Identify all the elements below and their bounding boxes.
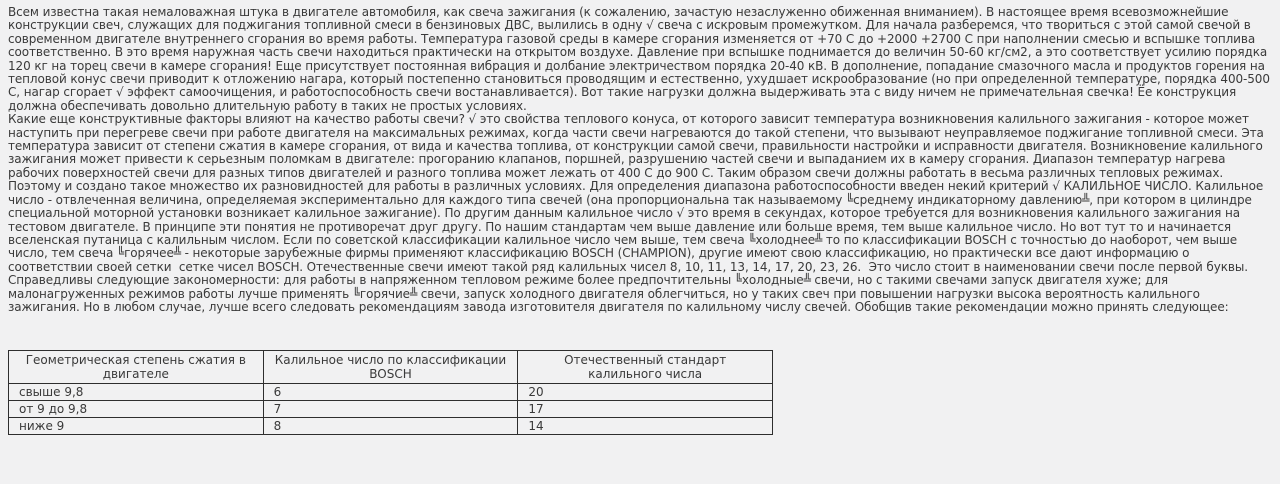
cell-compression-range: от 9 до 9,8	[9, 401, 264, 418]
cell-bosch-number: 8	[263, 418, 518, 435]
cell-bosch-number: 6	[263, 384, 518, 401]
heat-rating-table	[8, 350, 773, 435]
cell-compression-range: ниже 9	[9, 418, 264, 435]
table-row	[9, 418, 773, 435]
header-compression-ratio: Геометрическая степень сжатия в двигателе	[9, 351, 264, 384]
cell-domestic-number: 20	[518, 384, 773, 401]
cell-bosch-number: 7	[263, 401, 518, 418]
cell-compression-range: свыше 9,8	[9, 384, 264, 401]
table-row	[9, 401, 773, 418]
paragraph-heat-rating: Какие еще конструктивные факторы влияют на качество работы свечи? √ это свойства теплового конуса, от которого зависит температура возникновения калильного зажигания - которое может наступить при перегреве свечи при работе двигателя на максимальных режимах, когда части свечи нагреваются до такой степени, что вызывают неуправляемое поджигание топливной смеси. Эта температура зависит от степени сжатия в камере сгорания, от вида и качества топлива, от конструкции самой свечи, правильности настройки и исправности двигателя. Возникновение калильного зажигания может привести к серьезным поломкам в двигателе: прогоранию клапанов, поршней, разрушению частей свечи и выпаданием их в камеру сгорания. Диапазон температур нагрева рабочих поверхностей свечи для разных типов двигателей и разного топлива может лежать от 400 С до 900 С. Таким образом свечи должны работать в весьма различных тепловых режимах. Поэтому и создано такое множество их разновидностей для работы в различных условиях. Для определения диапазона работоспособности введен некий критерий √ КАЛИЛЬНОЕ ЧИСЛО. Калильное число - отвлеченная величина, определяемая экспериментально для каждого типа свечей (она пропорциональна так называемому ╚среднему индикаторному давлению╩, при котором в цилиндре специальной моторной установки возникает калильное зажигание). По другим данным калильное число √ это время в секундах, которое требуется для возникновения калильного зажигания на тестовом двигателе. В принципе эти понятия не противоречат друг другу. По нашим стандартам чем выше давление или больше время, тем выше калильное число. Но вот тут то и начинается вселенская путаница с калильным числом. Если по советской классификации калильное число чем выше, тем свеча ╚холоднее╩ то по классификации BOSCH с точностью до наоборот, чем выше число, тем свеча ╚горячее╩ - некоторые зарубежные фирмы применяют классификацию BOSCH (CHAMPION), другие имеют свою классификацию, но практически все дают информацию о соответствии своей сетки сетке чисел BOSCH. Отечественные свечи имеют такой ряд калильных чисел 8, 10, 11, 13, 14, 17, 20, 23, 26. Это число стоит в наименовании свечи после первой буквы. Справедливы следующие закономерности: для работы в напряженном тепловом режиме более предпочтительны ╚холодные╩ свечи, но с такими свечами запуск двигателя хуже; для малонагруженных режимов работы лучше применять ╚горячие╩ свечи, запуск холодного двигателя облегчиться, но у таких свеч при повышении нагрузки высока вероятность калильного зажигания. Но в любом случае, лучше всего следовать рекомендациям завода изготовителя двигателя по калильному числу свечей. Обобщив такие рекомендации можно принять следующее:	[8, 112, 1268, 314]
header-domestic-standard: Отечественный стандарт калильного числа	[518, 351, 773, 384]
article-text	[8, 6, 1272, 314]
table-header-row	[9, 351, 773, 384]
paragraph-spark-plug-intro: Всем известна такая немаловажная штука в двигателе автомобиля, как свеча зажигания (к сожалению, зачастую незаслуженно обиженная вниманием). В настоящее время всевозможнейшие конструкции свеч, служащих для поджигания топливной смеси в бензиновых ДВС, вылились в одну √ свеча с искровым промежутком. Для начала разберемся, что твориться с этой самой свечой в современном двигателе внутреннего сгорания во время работы. Температура газовой среды в камере сгорания изменяется от +70 С до +2000 +2700 С при наполнении смесью и вспышке топлива соответственно. В это время наружная часть свечи находиться практически на открытом воздухе. Давление при вспышке поднимается до величин 50-60 кг/см2, а это соответствует усилию порядка 120 кг на торец свечи в камере сгорания! Еще присутствует постоянная вибрация и долбание электричеством порядка 20-40 кВ. В дополнение, попадание смазочного масла и продуктов горения на тепловой конус свечи приводит к отложению нагара, который постепенно становиться проводящим и естественно, ухудшает искрообразование (но при определенной температуре, порядка 400-500 С, нагар сгорает √ эффект самоочищения, и работоспособность свечи востанавливается). Вот такие нагрузки должна выдерживать эта с виду ничем не примечательная свечка! Ёе конструкция должна обеспечивать довольно длительную работу в таких не простых условиях.	[8, 5, 1274, 113]
table-row	[9, 384, 773, 401]
cell-domestic-number: 17	[518, 401, 773, 418]
header-bosch-number: Калильное число по классификации BOSCH	[263, 351, 518, 384]
cell-domestic-number: 14	[518, 418, 773, 435]
